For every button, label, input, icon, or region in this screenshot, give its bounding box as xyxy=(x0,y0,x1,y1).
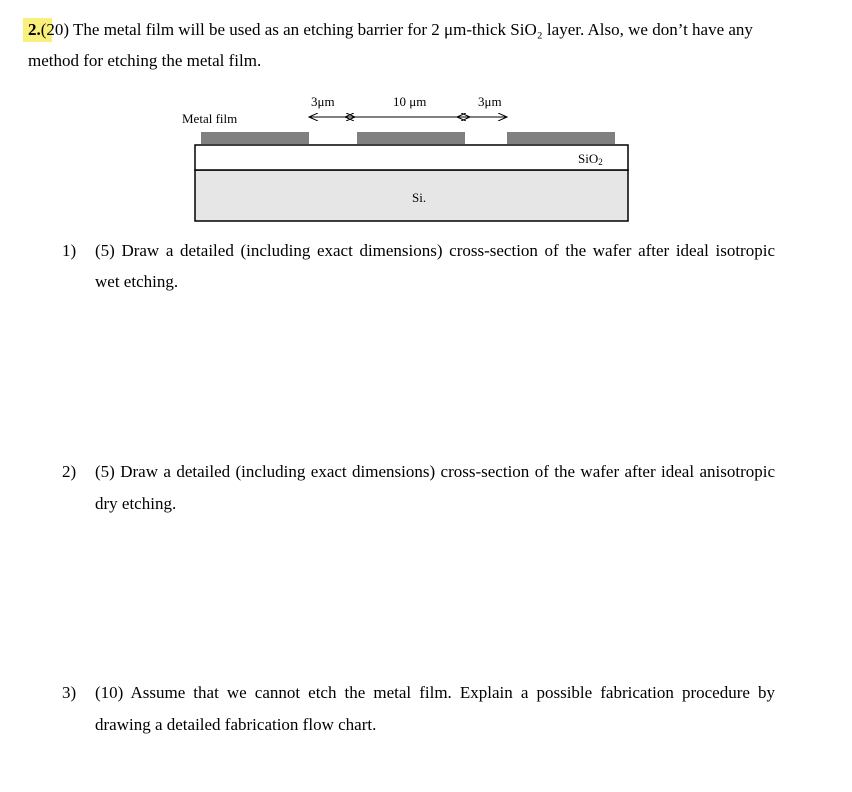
part-3-line-1: (10) Assume that we cannot etch the metal film. Explain a possible fabrication procedure by xyxy=(95,683,775,702)
sio2-label-text: SiO xyxy=(578,151,599,166)
part-3-number: 3) xyxy=(62,683,77,702)
part-3-line-2: drawing a detailed fabrication flow chart. xyxy=(95,715,377,734)
part-2-number: 2) xyxy=(62,462,77,481)
metal-pad-right xyxy=(507,132,615,144)
sio2-label-subscript: 2 xyxy=(598,157,603,167)
si-label: Si. xyxy=(412,190,427,205)
sio2-label xyxy=(578,151,603,170)
part-2-line-2: dry etching. xyxy=(95,494,177,513)
question-text-1: (20) The metal film will be used as an etching barrier for 2 μm-thick SiO₂ layer. Also, we don’t have any xyxy=(40,20,753,39)
metal-pad-left xyxy=(201,132,309,144)
part-2-line-1: (5) Draw a detailed (including exact dimensions) cross-section of the wafer after ideal anisotropic xyxy=(95,462,775,481)
part-1-number: 1) xyxy=(62,241,77,260)
part-1-line-2: wet etching. xyxy=(95,272,179,291)
dimension-label-left: 3μm xyxy=(311,94,335,109)
metal-pad-center xyxy=(357,132,465,144)
sio2-layer xyxy=(195,145,628,170)
dimension-label-right: 3μm xyxy=(478,94,502,109)
question-number: 2. xyxy=(28,20,41,39)
question-line-2: method for etching the metal film. xyxy=(28,51,262,70)
dimension-label-center: 10 μm xyxy=(393,94,427,109)
part-1-line-1: (5) Draw a detailed (including exact dimensions) cross-section of the wafer after ideal isotropic xyxy=(95,241,775,260)
metal-film-label: Metal film xyxy=(182,111,238,126)
